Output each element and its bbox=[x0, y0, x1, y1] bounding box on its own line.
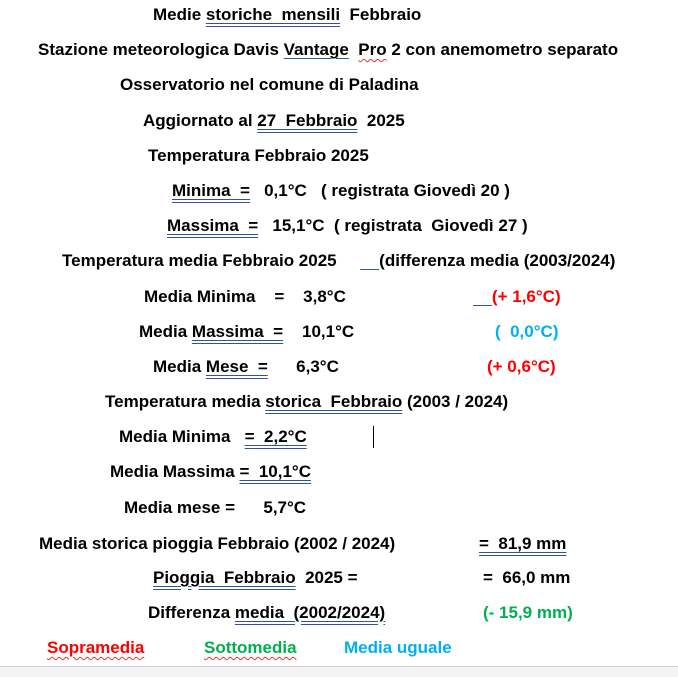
avg-max-label-u: Massima = bbox=[191, 322, 284, 341]
temp-2025-min bbox=[172, 181, 510, 201]
station-pro: Pro bbox=[358, 40, 387, 59]
avg-month-label: Media bbox=[153, 357, 206, 376]
diff-title: (differenza media (2003/2024) bbox=[379, 251, 616, 270]
max-value: 15,1°C ( registrata Giovedì 27 ) bbox=[258, 216, 528, 235]
monthly-avg-title-text: Temperatura media Febbraio 2025 bbox=[62, 251, 361, 270]
title-part-underlined: storiche mensili bbox=[205, 5, 341, 24]
station-line bbox=[38, 40, 618, 60]
hist-min-value: = 2,2°C bbox=[244, 427, 307, 446]
temp-2025-title: Temperatura Febbraio 2025 bbox=[148, 146, 369, 165]
monthly-avg-title bbox=[62, 251, 615, 271]
station-model: Vantage bbox=[283, 40, 349, 59]
rain-current-label bbox=[153, 568, 358, 588]
historical-title-range: (2003 / 2024) bbox=[402, 392, 509, 411]
title-part: Medie bbox=[153, 5, 206, 24]
avg-month-diff: (+ 0,6°C) bbox=[487, 357, 556, 376]
hist-month-line: Media mese = 5,7°C bbox=[124, 498, 307, 517]
avg-max-value: 10,1°C bbox=[283, 322, 355, 341]
updated-date: 27 Febbraio bbox=[257, 111, 358, 130]
rain-diff-text: Differenza bbox=[148, 603, 235, 622]
avg-min-line: Media Minima = 3,8°C bbox=[144, 287, 346, 306]
legend-above bbox=[47, 638, 144, 658]
avg-month-value: 6,3°C bbox=[267, 357, 339, 376]
rain-current-label-u: Pioggia Febbraio bbox=[153, 568, 296, 587]
avg-max-line bbox=[139, 322, 354, 342]
rain-current-year: 2025 = bbox=[295, 568, 358, 587]
hist-min-label: Media Minima bbox=[119, 427, 245, 446]
max-label: Massima = bbox=[167, 216, 259, 235]
hist-min-line bbox=[119, 427, 307, 447]
status-bar bbox=[0, 666, 678, 677]
avg-month-line bbox=[153, 357, 339, 377]
updated-year: 2025 bbox=[357, 111, 405, 130]
legend-equal: Media uguale bbox=[344, 638, 452, 657]
station-text: Stazione meteorologica Davis bbox=[38, 40, 284, 59]
rain-hist-number: = 81,9 mm bbox=[479, 534, 567, 553]
temp-2025-max bbox=[167, 216, 528, 236]
station-rest: 2 con anemometro separato bbox=[386, 40, 619, 59]
updated-text: Aggiornato al bbox=[143, 111, 258, 130]
historical-title-text: Temperatura media bbox=[105, 392, 266, 411]
updated-line bbox=[143, 111, 405, 131]
avg-min-diff bbox=[473, 287, 561, 307]
avg-max-diff: ( 0,0°C) bbox=[495, 322, 559, 341]
rain-diff-label bbox=[148, 603, 385, 623]
rain-current-value: = 66,0 mm bbox=[483, 568, 571, 587]
rain-hist-label: Media storica pioggia Febbraio (2002 / 2024) bbox=[39, 534, 396, 553]
document-title bbox=[153, 5, 421, 25]
hist-max-label: Media Massima bbox=[110, 462, 240, 481]
legend-above-text: Sopramedia bbox=[47, 638, 145, 657]
rain-diff-range: media (2002/2024) bbox=[234, 603, 386, 622]
station-gap bbox=[349, 40, 358, 59]
title-part: Febbraio bbox=[340, 5, 422, 24]
rain-hist-value bbox=[479, 534, 566, 554]
hist-max-line bbox=[110, 462, 311, 482]
avg-min-diff-value: (+ 1,6°C) bbox=[491, 287, 561, 306]
historical-title bbox=[105, 392, 508, 412]
legend-below bbox=[204, 638, 297, 658]
text-cursor bbox=[373, 426, 374, 448]
rain-diff-value: (- 15,9 mm) bbox=[483, 603, 573, 622]
avg-min-gap: __ bbox=[473, 287, 492, 306]
observatory-line: Osservatorio nel comune di Paladina bbox=[120, 75, 419, 94]
legend-below-text: Sottomedia bbox=[204, 638, 297, 657]
avg-max-label: Media bbox=[139, 322, 192, 341]
historical-title-u: storica Febbraio bbox=[265, 392, 403, 411]
hist-max-value: = 10,1°C bbox=[239, 462, 311, 481]
min-value: 0,1°C ( registrata Giovedì 20 ) bbox=[249, 181, 510, 200]
monthly-avg-gap: __ bbox=[360, 251, 380, 270]
min-label: Minima = bbox=[172, 181, 250, 200]
avg-month-label-u: Mese = bbox=[205, 357, 268, 376]
